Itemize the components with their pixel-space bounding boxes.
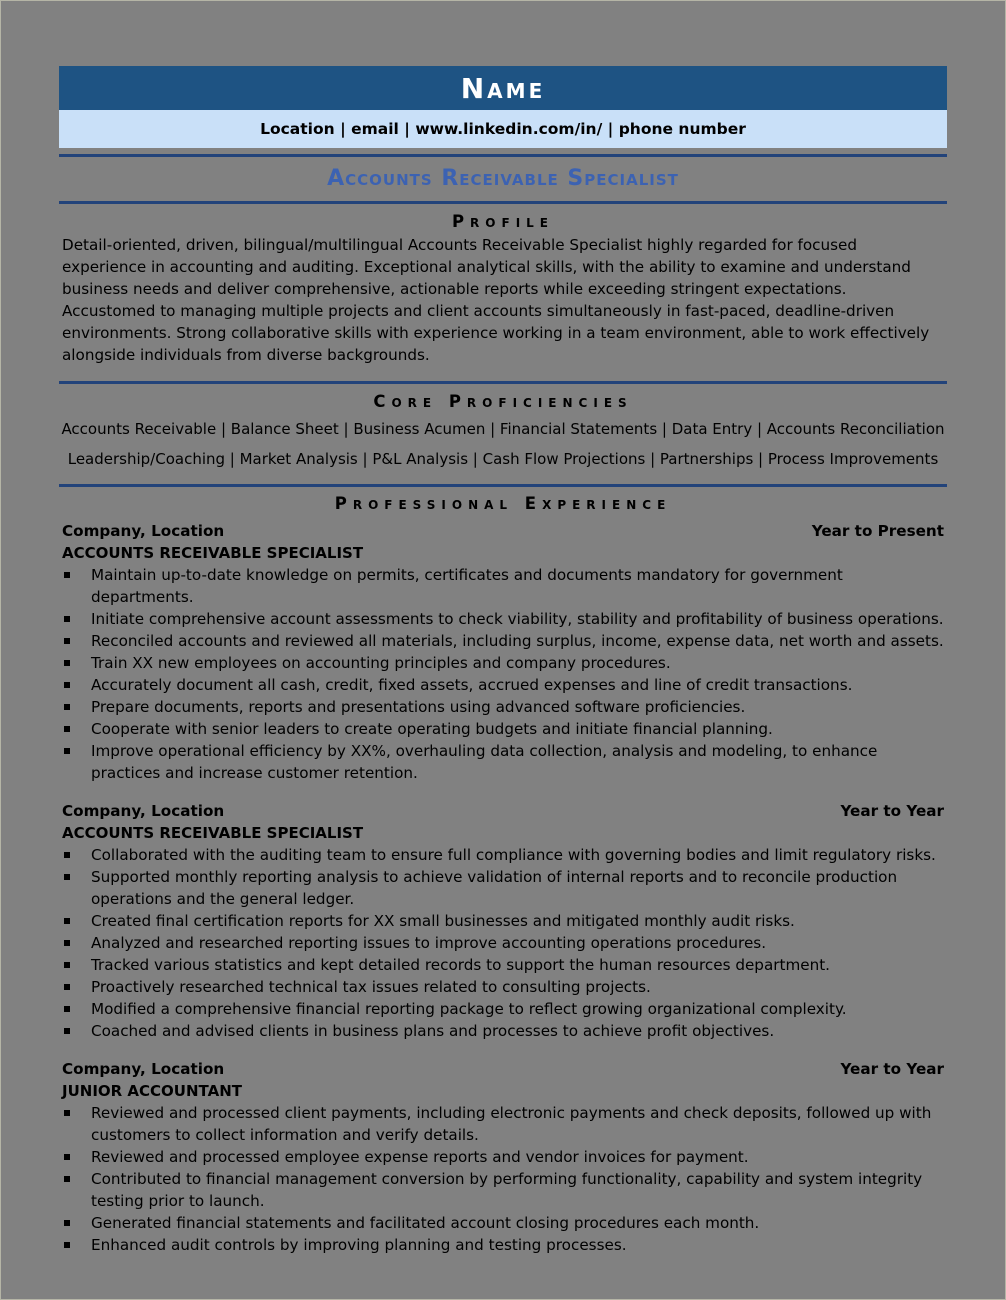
- bullet-item: Reconciled accounts and reviewed all materials, including surplus, income, expense data, net worth and assets.: [62, 630, 944, 652]
- bullet-list: [62, 1102, 944, 1256]
- job-dates: Year to Year: [840, 1060, 944, 1078]
- name-header: Name: [59, 66, 947, 110]
- job-entry: [59, 520, 947, 784]
- job-dates: Year to Year: [840, 802, 944, 820]
- proficiencies-line: Leadership/Coaching | Market Analysis | P&L Analysis | Cash Flow Projections | Partnerships | Process Improvements: [67, 450, 939, 468]
- bullet-list: [62, 844, 944, 1042]
- bullet-icon: [64, 726, 70, 732]
- bullet-icon: [64, 852, 70, 858]
- company-location: Company, Location: [62, 802, 225, 820]
- job-header: [62, 800, 944, 822]
- bullet-item: Coached and advised clients in business plans and processes to achieve profit objectives.: [62, 1020, 944, 1042]
- job-header: [62, 520, 944, 542]
- bullet-icon: [64, 616, 70, 622]
- job-role: ACCOUNTS RECEIVABLE SPECIALIST: [62, 824, 364, 842]
- bullet-icon: [64, 1006, 70, 1012]
- profile-text: Detail-oriented, driven, bilingual/multilingual Accounts Receivable Specialist highly regarded for focused experience in accounting and auditing. Exceptional analytical skills, with the ability to examine and understand business needs and deliver comprehensive, actionable reports while exceeding stringent expectations. Accustomed to managing multiple projects and client accounts simultaneously in fast-paced, deadline-driven environments. Strong collaborative skills with experience working in a team environment, able to work effectively alongside individuals from diverse backgrounds.: [62, 236, 930, 364]
- job-entry: [59, 1058, 947, 1256]
- job-role: ACCOUNTS RECEIVABLE SPECIALIST: [62, 544, 364, 562]
- resume-page: [59, 66, 947, 1256]
- bullet-icon: [64, 660, 70, 666]
- experience-heading: Professional Experience: [334, 494, 672, 513]
- bullet-item: Prepare documents, reports and presentations using advanced software proficiencies.: [62, 696, 944, 718]
- bullet-list: [62, 564, 944, 784]
- contact-line: Location | email | www.linkedin.com/in/ | phone number: [59, 110, 947, 148]
- bullet-item: Initiate comprehensive account assessments to check viability, stability and profitability of business operations.: [62, 608, 944, 630]
- job-role: JUNIOR ACCOUNTANT: [62, 1082, 242, 1100]
- proficiencies-heading: Core Proficiencies: [373, 392, 633, 411]
- bullet-item: Proactively researched technical tax issues related to consulting projects.: [62, 976, 944, 998]
- bullet-item: Tracked various statistics and kept detailed records to support the human resources department.: [62, 954, 944, 976]
- bullet-icon: [64, 704, 70, 710]
- bullet-item: Created final certification reports for XX small businesses and mitigated monthly audit risks.: [62, 910, 944, 932]
- bullet-item: Supported monthly reporting analysis to achieve validation of internal reports and to reconcile production operations and the general ledger.: [62, 866, 944, 910]
- bullet-item: Analyzed and researched reporting issues to improve accounting operations procedures.: [62, 932, 944, 954]
- company-location: Company, Location: [62, 1060, 225, 1078]
- bullet-item: Generated financial statements and facilitated account closing procedures each month.: [62, 1212, 944, 1234]
- bullet-icon: [64, 918, 70, 924]
- profile-heading: Profile: [451, 212, 555, 231]
- bullet-item: Enhanced audit controls by improving planning and testing processes.: [62, 1234, 944, 1256]
- bullet-item: Contributed to financial management conversion by performing functionality, capability and system integrity testing prior to launch.: [62, 1168, 944, 1212]
- bullet-icon: [64, 1154, 70, 1160]
- bullet-item: Train XX new employees on accounting principles and company procedures.: [62, 652, 944, 674]
- job-title: Accounts Receivable Specialist: [327, 166, 679, 191]
- bullet-item: Reviewed and processed client payments, including electronic payments and check deposits, followed up with customers to collect information and verify details.: [62, 1102, 944, 1146]
- bullet-item: Reviewed and processed employee expense reports and vendor invoices for payment.: [62, 1146, 944, 1168]
- bullet-icon: [64, 1242, 70, 1248]
- bullet-icon: [64, 984, 70, 990]
- bullet-item: Accurately document all cash, credit, fixed assets, accrued expenses and line of credit transactions.: [62, 674, 944, 696]
- bullet-icon: [64, 1110, 70, 1116]
- bullet-icon: [64, 1220, 70, 1226]
- bullet-icon: [64, 572, 70, 578]
- bullet-icon: [64, 1028, 70, 1034]
- bullet-icon: [64, 748, 70, 754]
- bullet-icon: [64, 682, 70, 688]
- bullet-icon: [64, 874, 70, 880]
- bullet-icon: [64, 940, 70, 946]
- company-location: Company, Location: [62, 522, 225, 540]
- proficiencies-line: Accounts Receivable | Balance Sheet | Business Acumen | Financial Statements | Data Entry | Accounts Reconciliation: [61, 420, 945, 438]
- bullet-item: Collaborated with the auditing team to ensure full compliance with governing bodies and limit regulatory risks.: [62, 844, 944, 866]
- bullet-item: Improve operational efficiency by XX%, overhauling data collection, analysis and modeling, to enhance practices and increase customer retention.: [62, 740, 944, 784]
- bullet-icon: [64, 638, 70, 644]
- job-header: [62, 1058, 944, 1080]
- job-entry: [59, 800, 947, 1042]
- bullet-icon: [64, 1176, 70, 1182]
- bullet-item: Cooperate with senior leaders to create operating budgets and initiate financial planning.: [62, 718, 944, 740]
- bullet-item: Modified a comprehensive financial reporting package to reflect growing organizational complexity.: [62, 998, 944, 1020]
- bullet-icon: [64, 962, 70, 968]
- job-dates: Year to Present: [811, 522, 944, 540]
- bullet-item: Maintain up-to-date knowledge on permits, certificates and documents mandatory for government departments.: [62, 564, 944, 608]
